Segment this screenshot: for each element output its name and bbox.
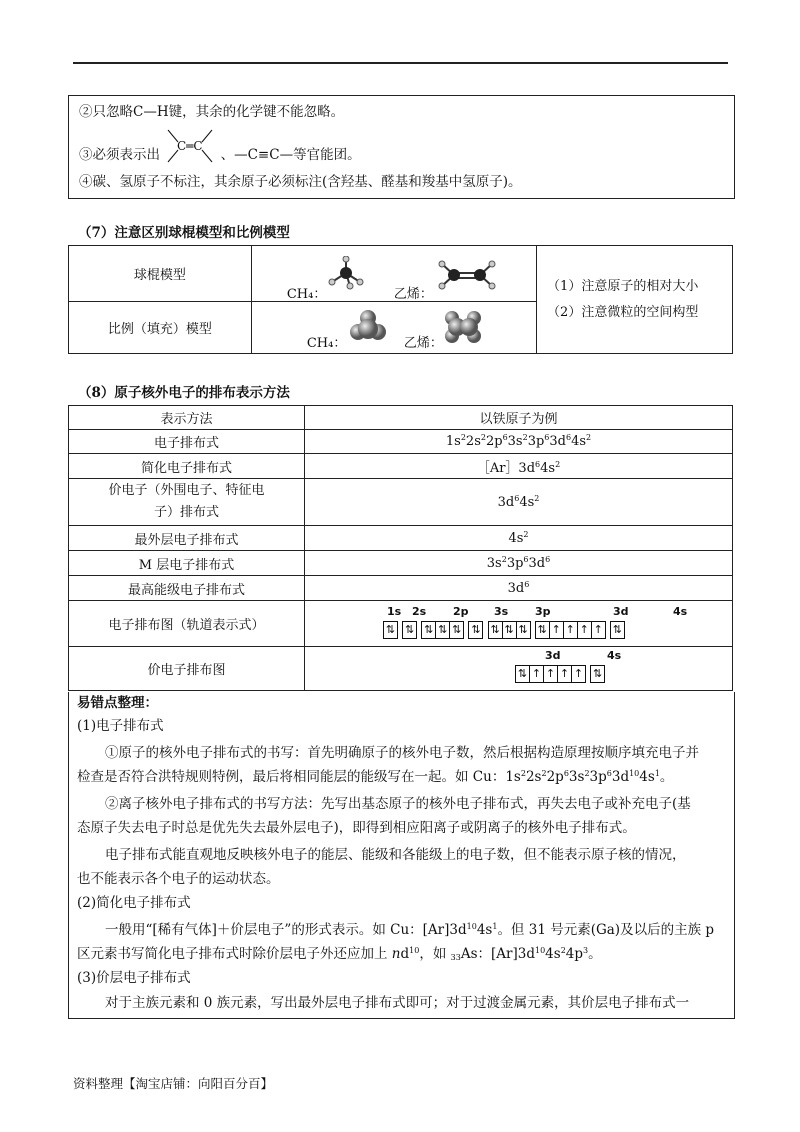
error-notes: 易错点整理： (1)电子排布式 ①原子的核外电子排布式的书写：首先明确原子的核外电子数，然后根据构造原理按顺序填充电子并 检查是否符合洪特规则特例，最后将相同能层的能级写在一起。如 Cu：$1s^22s^22p^63s^23p^63d^{10}4s^1$。 ②离子核外电子排布式的书写方法：先写出基态原子的核外电子排布式，再失去电子或补充电子(基 态原子失去电子时总是优先失去最外层电子)，即得到相应阳离子或阴离子的核外电子排布式。 电子排布式能直观地反映核外电子的能层、能级和各能级上的电子数，但不能表示原子核的情况， 也不能表示各个电子的运动状态。 (2)简化电子排布式 一般用“[稀有气体]＋价层电子”的形式表示。如 Cu：$[Ar]3d^{10}4s^1$。但 31 号元素(Ga)及以后的主族 p 区元素书写简化电子排布式时除价层电子外还应加上 $nd^{10}$，如 $_{33}$As：$[Ar]3d^{10}4s^24p^3$。 (3)价层电子排布式 对于主族元素和 0 族元素，写出最外层电子排布式即可；对于过渡金属元素，其价层电子排布式一: [68, 692, 735, 1019]
model-notes: [537, 246, 733, 354]
rule-3: ③必须表示出 C═C 、—C≡C—等官能团。: [79, 143, 361, 166]
rule-4: ④碳、氢原子不标注，其余原子必须标注(含羟基、醛基和羧基中氢原子)。: [79, 174, 522, 190]
row-label: 最高能级电子排布式: [69, 576, 305, 601]
config-highest: $3d^6$: [305, 576, 733, 601]
orbital-boxes: ⇅ ⇅ ⇅ ⇅ ⇅ ⇅ ⇅ ⇅ ⇅ ⇅ ↑ ↑ ↑ ↑ ⇅: [383, 621, 625, 639]
config-valence: $3d^64s^2$: [305, 479, 733, 526]
rules-box: [68, 95, 735, 199]
config-outer: $4s^2$: [305, 526, 733, 551]
config-m-shell: $3s^23p^63d^6$: [305, 551, 733, 576]
valence-orbital-diagram: 3d 4s ⇅ ↑ ↑ ↑ ↑ ⇅: [305, 647, 733, 691]
errors-title: 易错点整理：: [77, 695, 158, 711]
header-rule: [73, 62, 728, 64]
cc-bond-icon: [164, 124, 216, 170]
note-2: （2）注意微粒的空间构型: [547, 304, 699, 320]
row-label: 简化电子排布式: [69, 454, 305, 479]
footer: 资料整理【淘宝店铺：向阳百分百】: [73, 1076, 274, 1091]
row-label: 价电子（外围电子、特征电 子）排布式: [69, 479, 305, 526]
note-1: （1）注意原子的相对大小: [547, 278, 699, 294]
row-label: M 层电子排布式: [69, 551, 305, 576]
ball-stick-label: 球棍模型: [69, 246, 252, 302]
section-7-title: （7）注意区别球棍模型和比例模型: [78, 225, 290, 241]
ch4-ball-stick-icon: [328, 256, 364, 290]
section-8-title: （8）原子核外电子的排布表示方法: [78, 385, 290, 401]
row-label: 电子排布式: [69, 430, 305, 454]
row-label: 最外层电子排布式: [69, 526, 305, 551]
rule-2: ②只忽略C—H键，其余的化学键不能忽略。: [79, 104, 345, 120]
space-fill-label: 比例（填充）模型: [69, 302, 252, 354]
cc-double-bond-structure: [164, 138, 216, 166]
ch4-space-fill-icon: [349, 308, 387, 346]
config-short: $[Ar]3d^64s^2$: [305, 454, 733, 479]
ball-stick-images: CH₄： 乙烯：: [251, 246, 536, 302]
config-full: $1s^22s^22p^63s^23p^63d^64s^2$: [305, 430, 733, 454]
space-fill-images: CH₄： 乙烯：: [251, 302, 536, 354]
ethene-ball-stick-icon: [436, 260, 498, 290]
row-label: 价电子排布图: [69, 647, 305, 691]
header-method: 表示方法: [69, 406, 305, 430]
electron-config-table: [68, 405, 733, 691]
model-table: [68, 245, 733, 354]
header-example: 以铁原子为例: [305, 406, 733, 430]
ethene-space-fill-icon: [444, 310, 482, 344]
cc-label: C═C: [177, 138, 203, 153]
orbital-diagram: 1s 2s 2p 3s 3p 3d 4s ⇅ ⇅ ⇅ ⇅ ⇅ ⇅ ⇅ ⇅ ⇅ ⇅ ↑ ↑ ↑ ↑ ⇅: [305, 601, 733, 647]
row-label: 电子排布图（轨道表示式）: [69, 601, 305, 647]
